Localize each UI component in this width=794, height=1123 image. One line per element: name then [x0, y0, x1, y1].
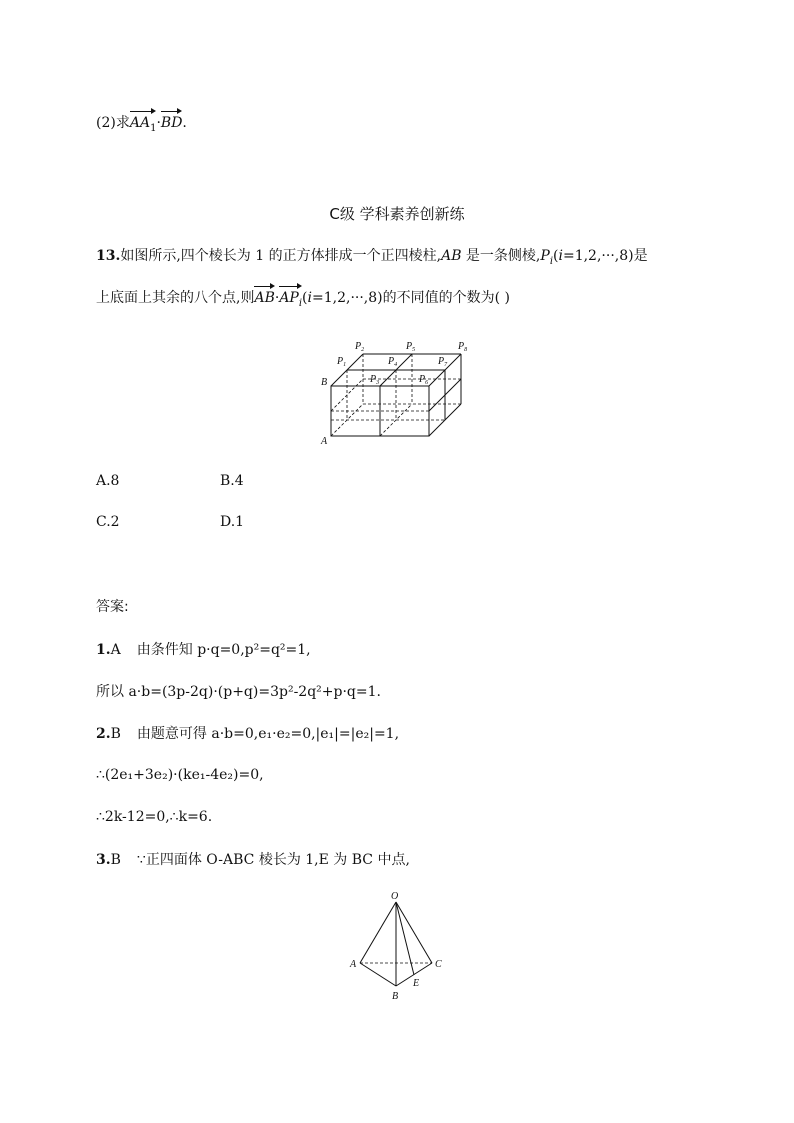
q13-number: 13.: [96, 248, 121, 264]
answer-3-line1: 3.B ∵正四面体 O-ABC 棱长为 1,E 为 BC 中点,: [96, 852, 410, 868]
vector-api: $AP_i$: [279, 285, 302, 314]
label-o: O: [391, 891, 399, 902]
vector-ab: AB: [254, 285, 274, 308]
label-p7: $P_7$: [438, 356, 448, 368]
label-a: A: [321, 436, 328, 447]
option-c[interactable]: C.2: [96, 514, 120, 530]
label-p1: $P_1$: [337, 356, 347, 368]
label-a2: A: [350, 959, 357, 970]
option-a[interactable]: A.8: [96, 473, 120, 489]
q12-part2: (2)求$AA_1\cdot BD$.: [96, 110, 187, 139]
answer-1-line1: 1.A 由条件知 p·q=0,p²=q²=1,: [96, 642, 311, 658]
q12-part2-prefix: (2)求: [96, 115, 130, 131]
answer-2-line1: 2.B 由题意可得 a·b=0,e₁·e₂=0,|e₁|=|e₂|=1,: [96, 726, 400, 742]
prism-figure: [318, 338, 478, 448]
answers-heading: 答案:: [96, 599, 129, 615]
vector-bd: BD: [161, 110, 183, 133]
answer-1-line2: 所以 a·b=(3p-2q)·(p+q)=3p²-2q²+p·q=1.: [96, 684, 381, 700]
label-p3: $P_3$: [370, 374, 380, 386]
option-d[interactable]: D.1: [220, 514, 245, 530]
q13-line2: 上底面上其余的八个点,则$AB\cdot AP_i(i=1,2,\cdot\cdot\cdot,8)$的不同值的个数为( ): [96, 285, 510, 314]
vector-aa1: $AA_1$: [130, 110, 157, 139]
label-b: B: [321, 377, 328, 388]
option-b[interactable]: B.4: [220, 473, 244, 489]
label-c: C: [435, 959, 442, 970]
label-p8: $P_8$: [458, 341, 468, 353]
answer-2-line2: ∴(2e₁+3e₂)·(ke₁-4e₂)=0,: [96, 767, 264, 783]
label-b2: B: [392, 991, 399, 1002]
label-p5: $P_5$: [406, 341, 416, 353]
label-p4: $P_4$: [388, 356, 398, 368]
label-e: E: [413, 978, 420, 989]
answer-2-line3: ∴2k-12=0,∴k=6.: [96, 809, 213, 825]
section-title: C级 学科素养创新练: [329, 205, 465, 223]
label-p2: $P_2$: [355, 341, 365, 353]
label-p6: $P_6$: [419, 374, 429, 386]
tetrahedron-figure: [344, 888, 454, 1006]
q13-line1: 13.如图所示,四个棱长为 1 的正方体排成一个正四棱柱,AB 是一条侧棱$,P_i(i=1,2,\cdot\cdot\cdot,8)$是: [96, 248, 648, 267]
